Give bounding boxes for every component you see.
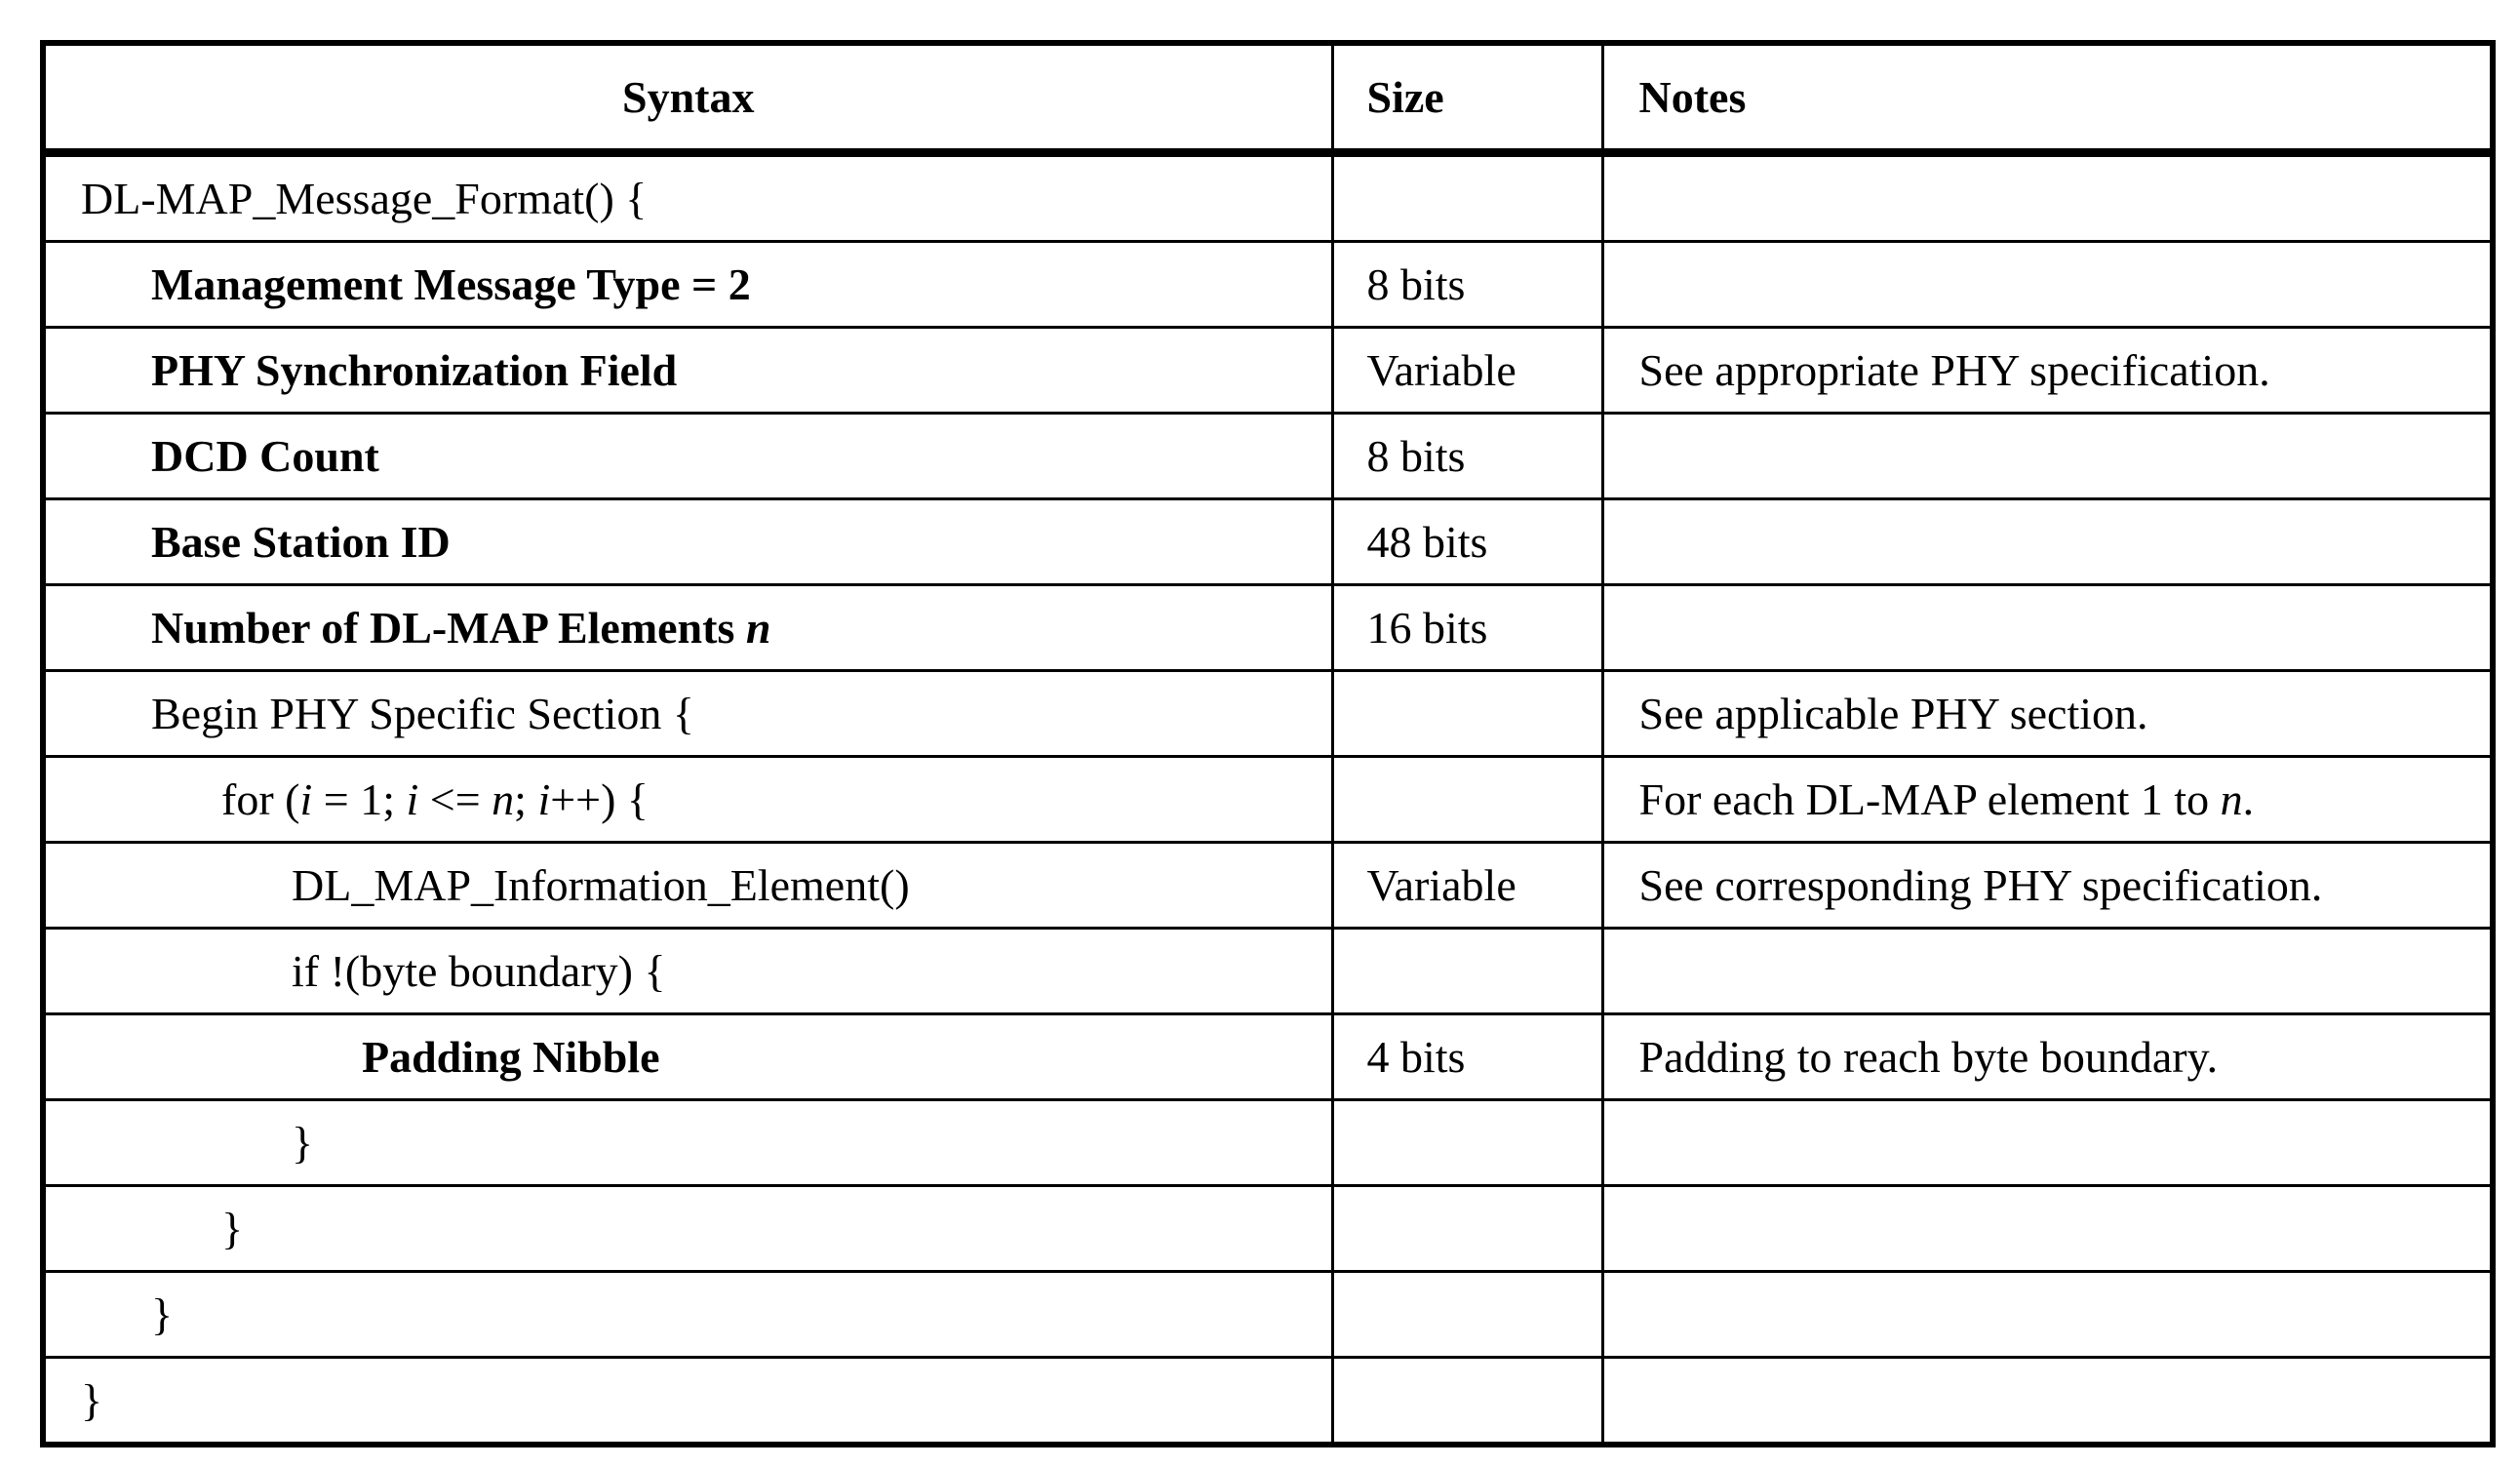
notes-text: See appropriate PHY specification. — [1639, 345, 2270, 395]
syntax-text: <= — [418, 774, 492, 824]
notes-cell — [1602, 1358, 2493, 1446]
table-row — [43, 929, 2493, 1014]
syntax-text: Begin PHY Specific Section { — [151, 689, 694, 738]
notes-cell — [1602, 1100, 2493, 1186]
syntax-text: } — [81, 1375, 102, 1425]
syntax-text: DL_MAP_Information_Element() — [292, 860, 910, 910]
syntax-cell — [43, 242, 1332, 328]
syntax-text: if !(byte boundary) { — [292, 946, 666, 996]
size-cell: 8 bits — [1332, 242, 1602, 328]
size-cell: 4 bits — [1332, 1014, 1602, 1100]
notes-text: n — [2221, 774, 2243, 824]
syntax-text: DL-MAP_Message_Format() { — [81, 174, 647, 223]
notes-cell — [1602, 414, 2493, 499]
syntax-text: n — [492, 774, 514, 824]
syntax-cell — [43, 1186, 1332, 1272]
size-cell: Variable — [1332, 328, 1602, 414]
table-row — [43, 499, 2493, 585]
table-row — [43, 757, 2493, 843]
syntax-cell — [43, 843, 1332, 929]
notes-cell — [1602, 153, 2493, 242]
table-row — [43, 153, 2493, 242]
syntax-text: PHY Synchronization Field — [151, 345, 677, 395]
syntax-text: i — [406, 774, 418, 824]
syntax-cell — [43, 757, 1332, 843]
syntax-cell — [43, 1100, 1332, 1186]
notes-cell — [1602, 499, 2493, 585]
syntax-cell — [43, 1358, 1332, 1446]
notes-cell — [1602, 1272, 2493, 1358]
table-row — [43, 1272, 2493, 1358]
syntax-text: Management Message Type = 2 — [151, 259, 751, 309]
syntax-cell — [43, 671, 1332, 757]
syntax-text: = 1; — [312, 774, 406, 824]
table-row — [43, 671, 2493, 757]
size-cell — [1332, 1358, 1602, 1446]
size-cell: 8 bits — [1332, 414, 1602, 499]
notes-cell — [1602, 585, 2493, 671]
syntax-text: } — [292, 1118, 313, 1168]
size-cell — [1332, 671, 1602, 757]
syntax-text: } — [151, 1289, 173, 1339]
header-size: Size — [1332, 43, 1602, 153]
syntax-cell — [43, 153, 1332, 242]
syntax-text: for ( — [221, 774, 299, 824]
syntax-cell — [43, 414, 1332, 499]
size-cell: Variable — [1332, 843, 1602, 929]
syntax-text: } — [221, 1204, 243, 1253]
notes-cell — [1602, 242, 2493, 328]
notes-cell — [1602, 843, 2493, 929]
notes-text: For each DL-MAP element 1 to — [1639, 774, 2221, 824]
syntax-text: DCD Count — [151, 431, 379, 481]
header-syntax: Syntax — [43, 43, 1332, 153]
header-row — [43, 43, 2493, 153]
size-cell: 16 bits — [1332, 585, 1602, 671]
header-notes: Notes — [1602, 43, 2493, 153]
syntax-cell — [43, 585, 1332, 671]
syntax-text: i — [537, 774, 550, 824]
syntax-text: ; — [514, 774, 537, 824]
notes-text: See applicable PHY section. — [1639, 689, 2148, 738]
table-body — [43, 153, 2493, 1446]
size-cell — [1332, 1100, 1602, 1186]
notes-cell — [1602, 929, 2493, 1014]
syntax-cell — [43, 1272, 1332, 1358]
table-row — [43, 328, 2493, 414]
syntax-text: Padding Nibble — [362, 1032, 660, 1082]
syntax-cell — [43, 929, 1332, 1014]
notes-cell — [1602, 757, 2493, 843]
table-row — [43, 1186, 2493, 1272]
notes-cell — [1602, 1014, 2493, 1100]
size-cell — [1332, 929, 1602, 1014]
syntax-text: ++) { — [550, 774, 649, 824]
notes-text: Padding to reach byte boundary. — [1639, 1032, 2219, 1082]
notes-cell — [1602, 671, 2493, 757]
notes-cell — [1602, 328, 2493, 414]
notes-cell — [1602, 1186, 2493, 1272]
table-row — [43, 1100, 2493, 1186]
table-row — [43, 585, 2493, 671]
notes-text: See corresponding PHY specification. — [1639, 860, 2323, 910]
size-cell — [1332, 757, 1602, 843]
size-cell — [1332, 153, 1602, 242]
table-row — [43, 1014, 2493, 1100]
size-cell: 48 bits — [1332, 499, 1602, 585]
syntax-cell — [43, 328, 1332, 414]
syntax-text: n — [746, 603, 771, 653]
syntax-text: Base Station ID — [151, 517, 451, 567]
table-row — [43, 414, 2493, 499]
syntax-text: Number of DL-MAP Elements — [151, 603, 746, 653]
notes-text: . — [2243, 774, 2255, 824]
syntax-cell — [43, 499, 1332, 585]
table-row — [43, 242, 2493, 328]
dl-map-syntax-table — [40, 40, 2496, 1447]
table-row — [43, 843, 2493, 929]
size-cell — [1332, 1272, 1602, 1358]
syntax-cell — [43, 1014, 1332, 1100]
size-cell — [1332, 1186, 1602, 1272]
syntax-text: i — [299, 774, 312, 824]
table-row — [43, 1358, 2493, 1446]
